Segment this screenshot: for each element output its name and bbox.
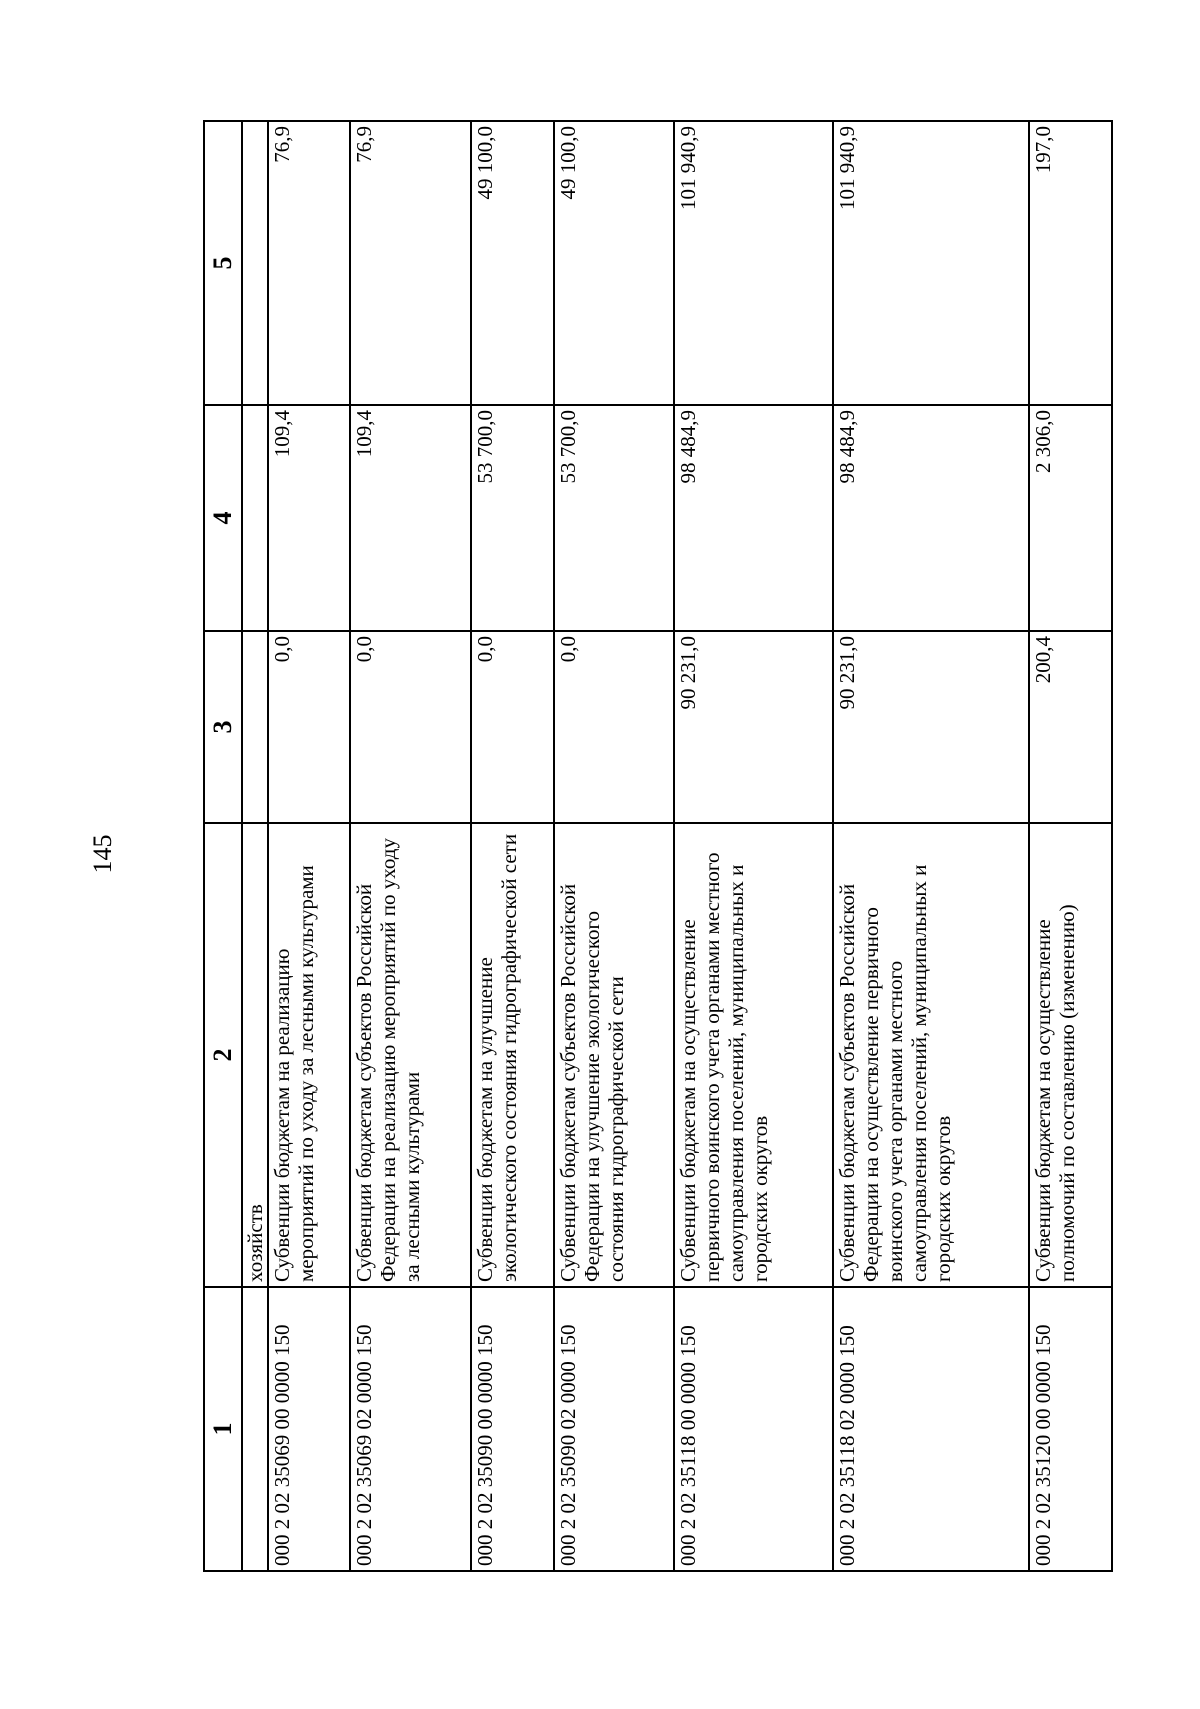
row-col-4: 2 306,0 [1029,405,1112,631]
row-col-5: 197,0 [1029,121,1112,405]
continuation-text: хозяйств [242,823,268,1287]
row-name: Субвенции бюджетам субъектов Российской Федерации на осуществление первичного воинского учета органами местного самоуправления поселений, муниципальных и городских округов [833,823,1030,1287]
row-name: Субвенции бюджетам на улучшение экологического состояния гидрографической сети [471,823,553,1287]
row-col-3: 90 231,0 [833,631,1030,823]
row-code: 000 2 02 35090 02 0000 150 [554,1287,675,1571]
row-col-4: 98 484,9 [674,405,833,631]
header-row [204,121,242,1571]
row-col-5: 49 100,0 [471,121,553,405]
table-row [350,121,471,1571]
header-col-4: 4 [204,405,242,631]
row-col-3: 0,0 [350,631,471,823]
table-row [833,121,1030,1571]
row-col-5: 49 100,0 [554,121,675,405]
header-col-3: 3 [204,631,242,823]
row-name: Субвенции бюджетам на реализацию мероприятий по уходу за лесными культурами [268,823,350,1287]
table-row [674,121,833,1571]
row-col-4: 109,4 [268,405,350,631]
row-col-4: 98 484,9 [833,405,1030,631]
row-code: 000 2 02 35069 02 0000 150 [350,1287,471,1571]
row-col-5: 76,9 [268,121,350,405]
row-col-4: 53 700,0 [554,405,675,631]
row-col-4: 109,4 [350,405,471,631]
row-code: 000 2 02 35120 00 0000 150 [1029,1287,1112,1571]
row-code: 000 2 02 35090 00 0000 150 [471,1287,553,1571]
header-col-5: 5 [204,121,242,405]
row-code: 000 2 02 35118 00 0000 150 [674,1287,833,1571]
row-code: 000 2 02 35069 00 0000 150 [268,1287,350,1571]
continuation-cell-4 [242,405,268,631]
row-col-3: 0,0 [471,631,553,823]
row-col-3: 90 231,0 [674,631,833,823]
continuation-cell-5 [242,121,268,405]
row-name: Субвенции бюджетам на осуществление полномочий по составлению (изменению) [1029,823,1112,1287]
row-code: 000 2 02 35118 02 0000 150 [833,1287,1030,1571]
row-col-4: 53 700,0 [471,405,553,631]
row-name: Субвенции бюджетам субъектов Российской Федерации на реализацию мероприятий по уходу за лесными культурами [350,823,471,1287]
continuation-cell-3 [242,631,268,823]
continuation-row [242,121,268,1571]
continuation-cell-1 [242,1287,268,1571]
row-col-3: 0,0 [554,631,675,823]
budget-table [203,120,1113,1572]
row-col-5: 76,9 [350,121,471,405]
table-row [268,121,350,1571]
table-row [554,121,675,1571]
rotated-table-wrapper [203,122,1113,1572]
row-col-5: 101 940,9 [674,121,833,405]
row-col-3: 0,0 [268,631,350,823]
header-col-2: 2 [204,823,242,1287]
table-row [471,121,553,1571]
page-number: 145 [88,834,117,874]
row-col-3: 200,4 [1029,631,1112,823]
header-col-1: 1 [204,1287,242,1571]
row-name: Субвенции бюджетам на осуществление первичного воинского учета органами местного самоуправления поселений, муниципальных и городских округов [674,823,833,1287]
table-row [1029,121,1112,1571]
row-col-5: 101 940,9 [833,121,1030,405]
row-name: Субвенции бюджетам субъектов Российской Федерации на улучшение экологического состояния гидрографической сети [554,823,675,1287]
